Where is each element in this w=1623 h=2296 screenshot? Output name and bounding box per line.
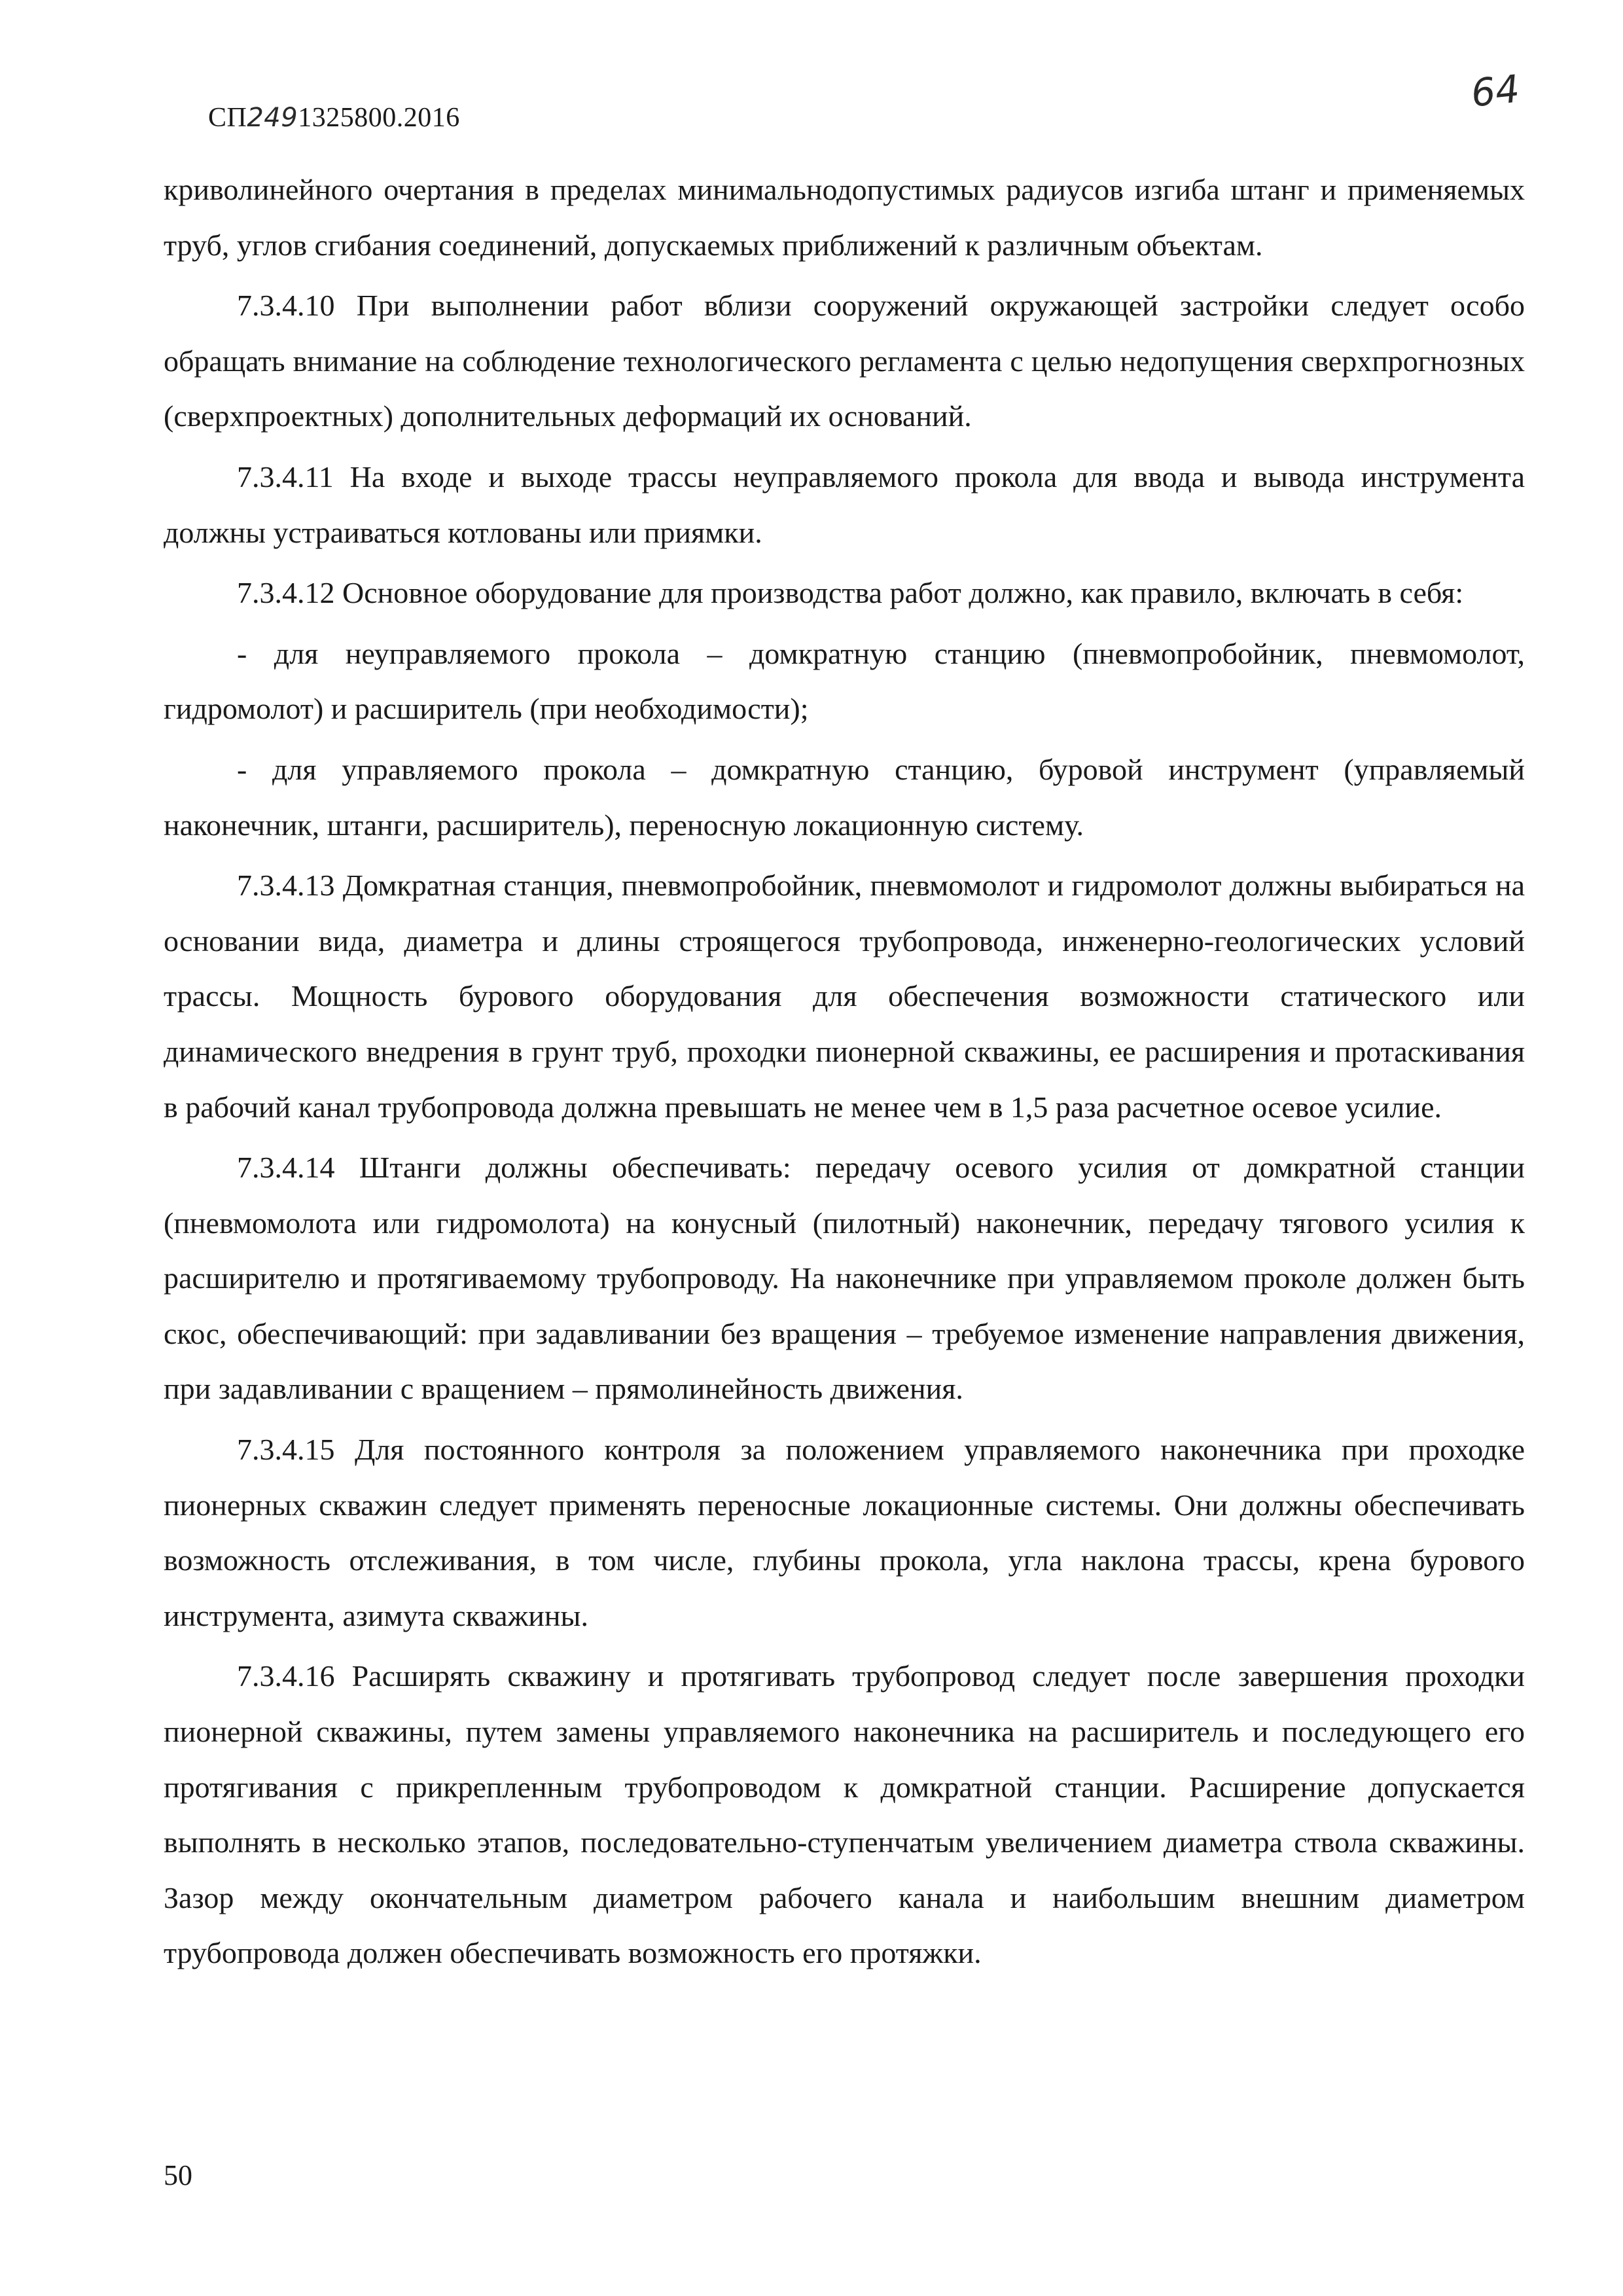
paragraph-7-3-4-13: 7.3.4.13 Домкратная станция, пневмопробойник, пневмомолот и гидромолот должны выбираться на основании вида, диаметра и длины строящегося трубопровода, инженерно-геологических условий трассы. Мощность бурового оборудования для обеспечения возможности статического или динамического внедрения в грунт труб, проходки пионерной скважины, ее расширения и протаскивания в рабочий канал трубопровода должна превышать не менее чем в 1,5 раза расчетное осевое усилие.	[164, 869, 1525, 1124]
document-code-header	[208, 98, 460, 137]
document-code-prefix: СП	[208, 103, 247, 133]
paragraph-7-3-4-12: 7.3.4.12 Основное оборудование для производства работ должно, как правило, включать в себя:	[237, 576, 1464, 610]
document-code-suffix: 1325800.2016	[298, 103, 460, 133]
paragraph-7-3-4-14: 7.3.4.14 Штанги должны обеспечивать: передачу осевого усилия от домкратной станции (пневмомолота или гидромолота) на конусный (пилотный) наконечник, передачу тягового усилия к расширителю и протягиваемому трубопроводу. На наконечнике при управляемом проколе должен быть скос, обеспечивающий: при задавливании без вращения – требуемое изменение направления движения, при задавливании с вращением – прямолинейность движения.	[164, 1151, 1525, 1406]
list-item-guided-piercing: - для управляемого прокола – домкратную станцию, буровой инструмент (управляемый наконечник, штанги, расширитель), переносную локационную систему.	[164, 752, 1525, 842]
page-number: 50	[164, 2159, 192, 2191]
paragraph-continuation: криволинейного очертания в пределах минимальнодопустимых радиусов изгиба штанг и применяемых труб, углов сгибания соединений, допускаемых приближений к различным объектам.	[164, 173, 1525, 262]
paragraph-7-3-4-15: 7.3.4.15 Для постоянного контроля за положением управляемого наконечника при проходке пионерных скважин следует применять переносные локационные системы. Они должны обеспечивать возможность отслеживания, в том числе, глубины прокола, угла наклона трассы, крена бурового инструмента, азимута скважины.	[164, 1433, 1525, 1632]
handwritten-page-number: 64	[1469, 66, 1522, 116]
handwritten-code-number: 249	[247, 103, 298, 133]
paragraph-7-3-4-16: 7.3.4.16 Расширять скважину и протягивать трубопровод следует после завершения проходки пионерной скважины, путем замены управляемого наконечника на расширитель и последующего его протягивания с прикрепленным трубопроводом к домкратной станции. Расширение допускается выполнять в несколько этапов, последовательно-ступенчатым увеличением диаметра ствола скважины. Зазор между окончательным диаметром рабочего канала и наибольшим внешним диаметром трубопровода должен обеспечивать возможность его протяжки.	[164, 1659, 1525, 1970]
body-text	[164, 162, 1525, 1986]
paragraph-7-3-4-10: 7.3.4.10 При выполнении работ вблизи сооружений окружающей застройки следует особо обращать внимание на соблюдение технологического регламента с целью недопущения сверхпрогнозных (сверхпроектных) дополнительных деформаций их оснований.	[164, 289, 1525, 433]
paragraph-7-3-4-11: 7.3.4.11 На входе и выходе трассы неуправляемого прокола для ввода и вывода инструмента должны устраиваться котлованы или приямки.	[164, 459, 1525, 549]
list-item-unguided-piercing: - для неуправляемого прокола – домкратную станцию (пневмопробойник, пневмомолот, гидромолот) и расширитель (при необходимости);	[164, 636, 1525, 726]
